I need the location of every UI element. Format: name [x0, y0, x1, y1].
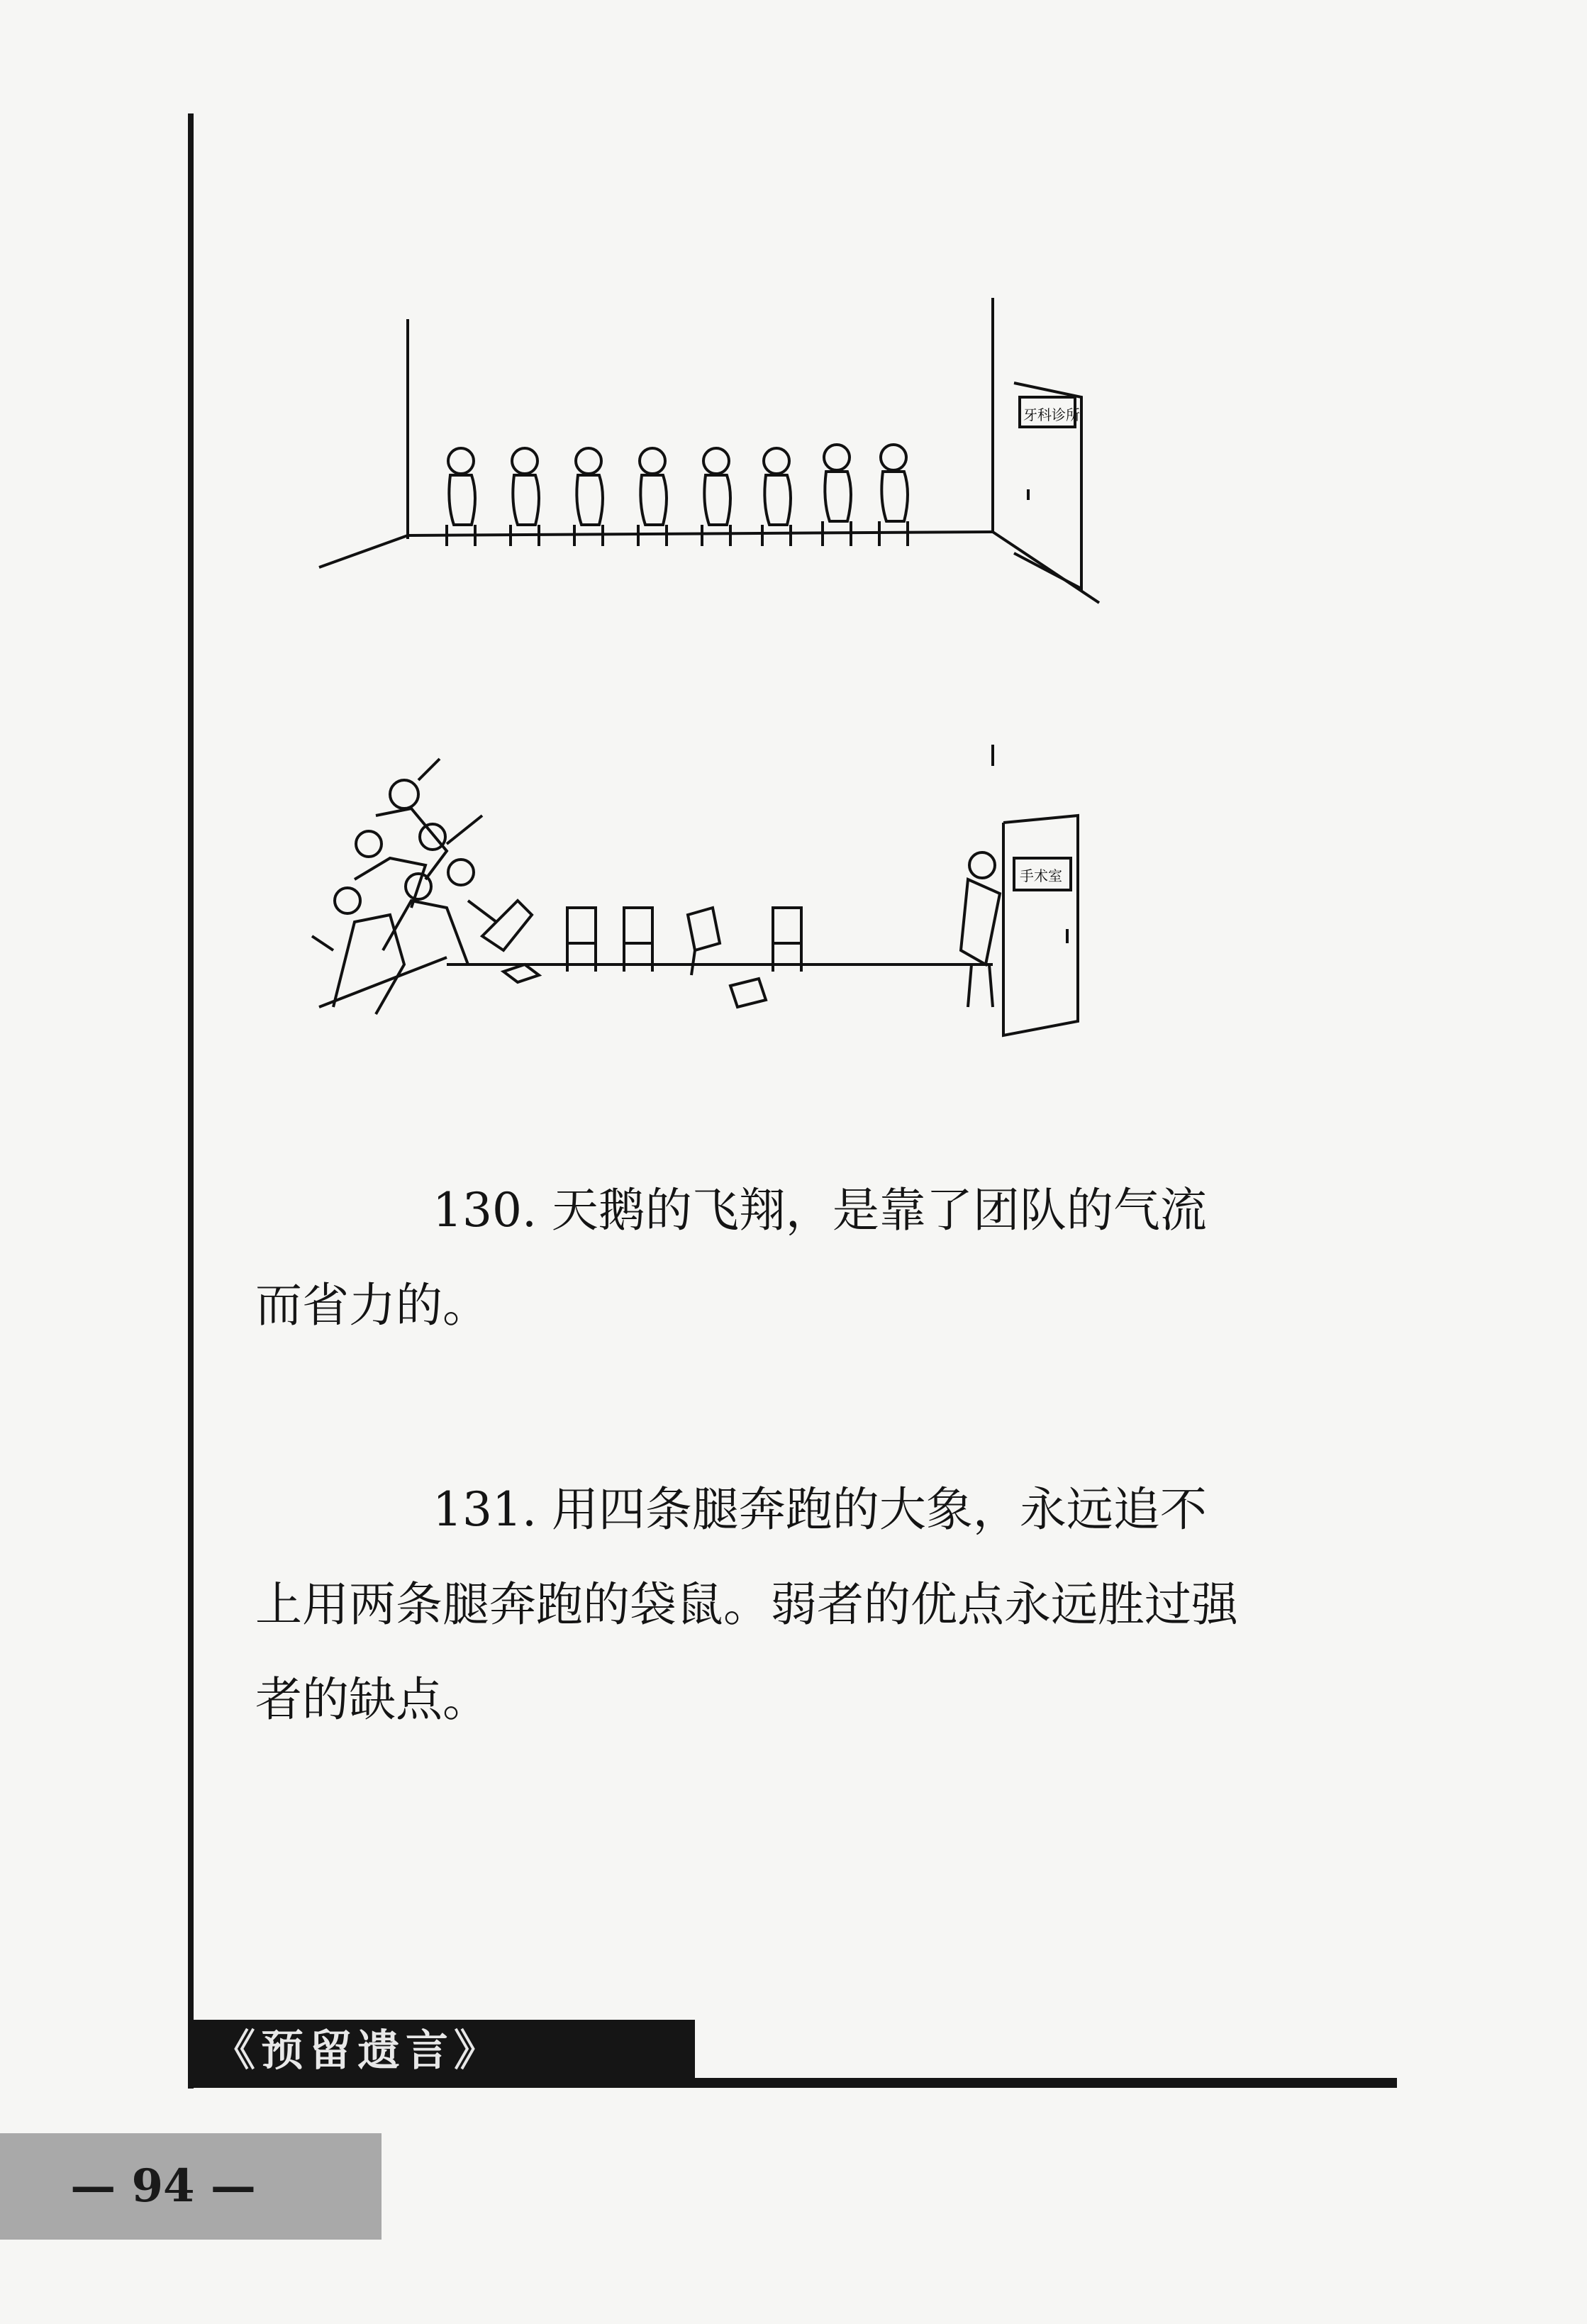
page-number: — 94 — [70, 2159, 256, 2213]
empty-chairs [482, 901, 801, 1007]
entry-130-text: 130. 天鹅的飞翔，是靠了团队的气流而省力的。 [255, 1183, 1207, 1333]
entry-131 [255, 1462, 1241, 1747]
svg-text:牙科诊所: 牙科诊所 [1023, 406, 1080, 423]
seated-people-row [447, 445, 908, 546]
svg-text:手术室: 手术室 [1020, 867, 1062, 884]
footer-rule [188, 2078, 1397, 2088]
dentist-figure [961, 852, 1000, 1007]
entry-131-text: 131. 用四条腿奔跑的大象，永远追不上用两条腿奔跑的袋鼠。弱者的优点永远胜过强者的缺点。 [255, 1482, 1238, 1727]
fleeing-crowd [312, 759, 496, 1014]
entry-130 [255, 1163, 1241, 1353]
series-title: 《预留遗言》 [213, 2026, 502, 2076]
cartoon-waiting-room-orderly [312, 284, 1127, 610]
cartoon-waiting-room-fleeing [305, 738, 1106, 1050]
left-margin-rule [188, 113, 194, 2089]
